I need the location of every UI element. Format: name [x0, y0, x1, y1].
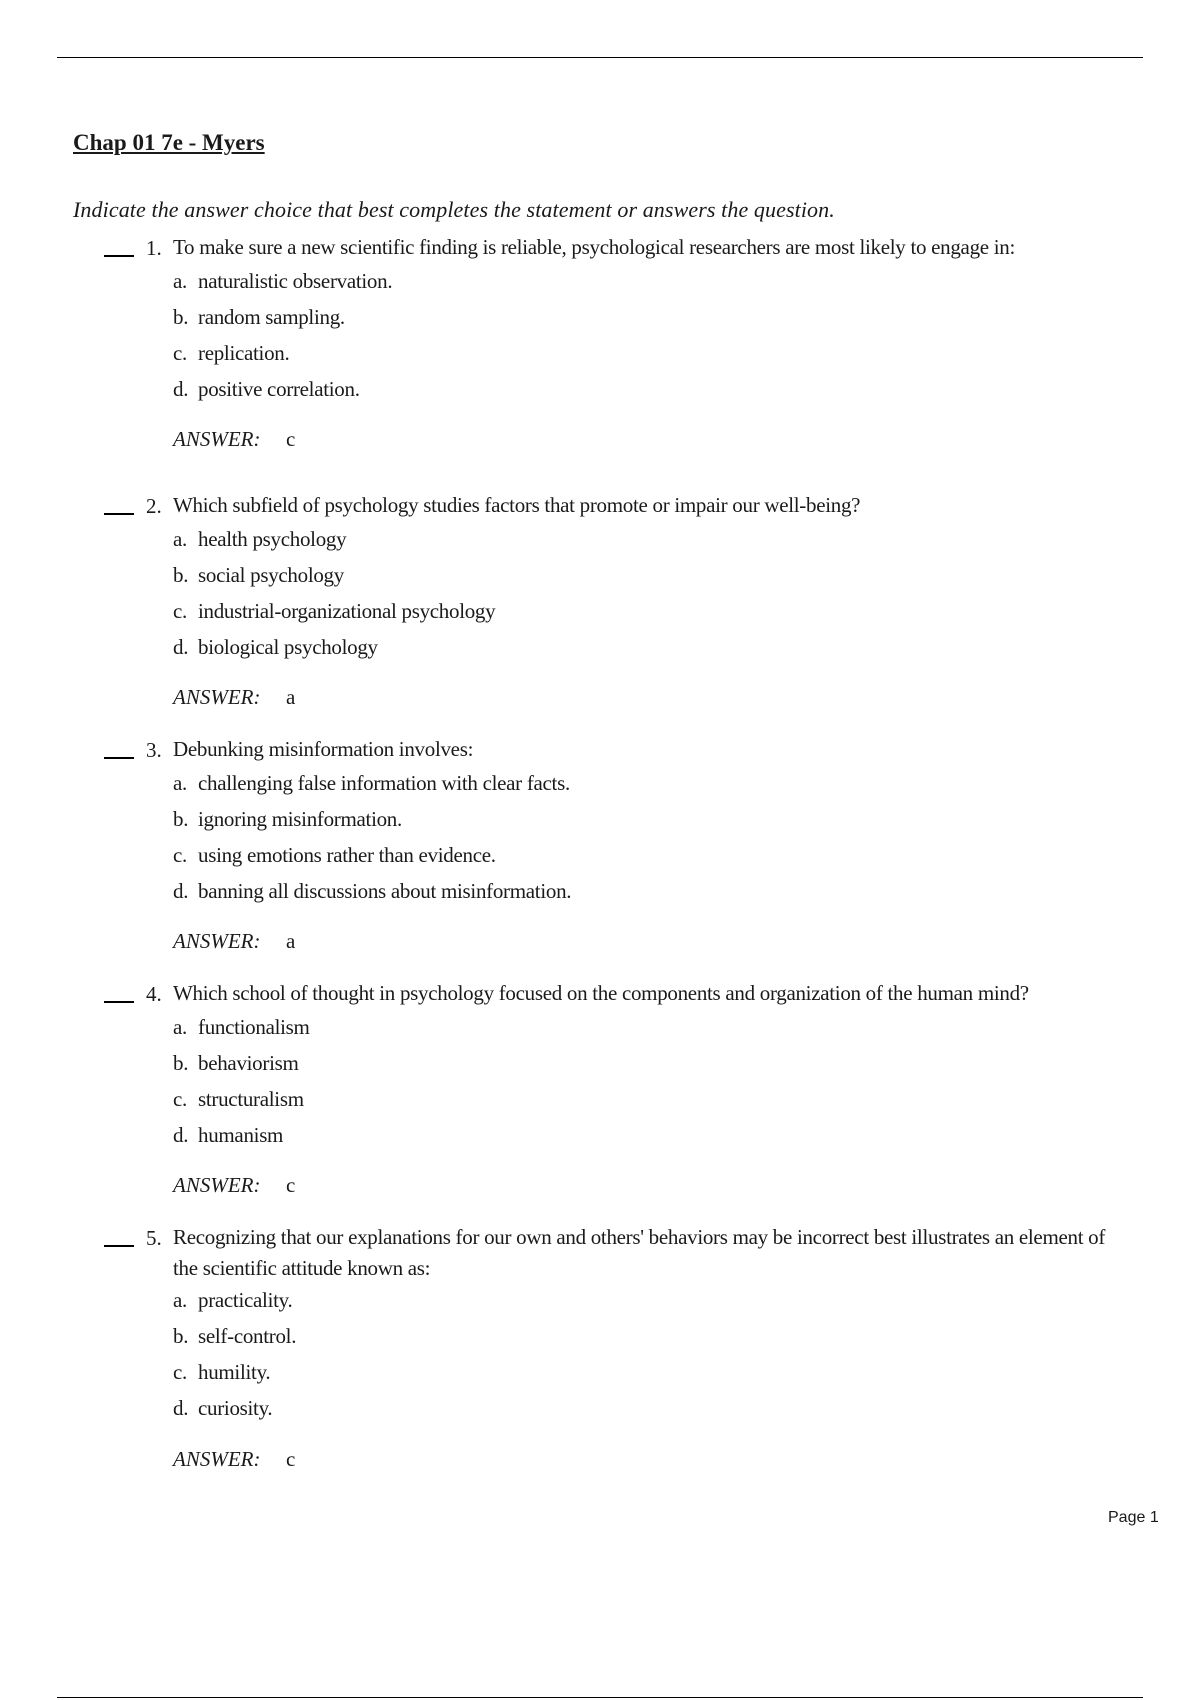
option-list [173, 768, 571, 912]
option-list [173, 1285, 296, 1429]
question-number: 2. [146, 494, 162, 518]
option-letter: c. [173, 1360, 187, 1384]
option-letter: b. [173, 305, 189, 329]
answer-blank [104, 513, 134, 515]
option-text: biological psychology [198, 635, 378, 659]
question-number: 4. [146, 982, 162, 1006]
option-letter: d. [173, 1396, 189, 1420]
answer-line [173, 424, 295, 454]
answer-value: a [286, 929, 296, 953]
option-a [173, 1012, 310, 1048]
option-a [173, 1285, 296, 1321]
option-text: humility. [198, 1360, 271, 1384]
option-text: challenging false information with clear facts. [198, 771, 570, 795]
option-text: using emotions rather than evidence. [198, 843, 496, 867]
option-text: behaviorism [198, 1051, 299, 1075]
answer-label: ANSWER: [173, 427, 261, 451]
answer-blank [104, 255, 134, 257]
option-text: self-control. [198, 1324, 297, 1348]
answer-blank [104, 1001, 134, 1003]
option-text: industrial-organizational psychology [198, 599, 496, 623]
answer-line [173, 926, 295, 956]
answer-line [173, 1170, 295, 1200]
question-text: To make sure a new scientific finding is reliable, psychological researchers are most likely to engage in: [173, 235, 1016, 259]
question-number: 1. [146, 236, 162, 260]
option-c [173, 596, 495, 632]
question-text: Debunking misinformation involves: [173, 737, 474, 761]
option-letter: a. [173, 771, 187, 795]
option-letter: d. [173, 635, 189, 659]
option-list [173, 266, 392, 410]
answer-value: c [286, 427, 296, 451]
option-a [173, 524, 495, 560]
option-letter: c. [173, 341, 187, 365]
answer-label: ANSWER: [173, 1173, 261, 1197]
top-rule [57, 57, 1143, 58]
option-d [173, 876, 571, 912]
option-letter: b. [173, 1051, 189, 1075]
document-title: Chap 01 7e - Myers [73, 130, 265, 155]
bottom-rule [57, 1697, 1143, 1698]
option-b [173, 1048, 310, 1084]
option-text: humanism [198, 1123, 284, 1147]
option-letter: a. [173, 269, 187, 293]
option-text: random sampling. [198, 305, 345, 329]
question-number: 5. [146, 1226, 162, 1250]
option-d [173, 632, 495, 668]
option-letter: d. [173, 377, 189, 401]
option-d [173, 374, 392, 410]
answer-label: ANSWER: [173, 685, 261, 709]
option-b [173, 1321, 296, 1357]
option-text: social psychology [198, 563, 344, 587]
option-a [173, 266, 392, 302]
option-list [173, 524, 495, 668]
option-text: curiosity. [198, 1396, 273, 1420]
option-c [173, 1084, 310, 1120]
option-letter: b. [173, 1324, 189, 1348]
option-b [173, 804, 571, 840]
option-text: structuralism [198, 1087, 304, 1111]
option-letter: a. [173, 1288, 187, 1312]
option-letter: d. [173, 879, 189, 903]
answer-value: c [286, 1173, 296, 1197]
page-number: Page 1 [1108, 1509, 1159, 1526]
option-text: health psychology [198, 527, 347, 551]
answer-label: ANSWER: [173, 1447, 261, 1471]
option-b [173, 560, 495, 596]
option-letter: b. [173, 807, 189, 831]
option-letter: c. [173, 1087, 187, 1111]
answer-value: c [286, 1447, 296, 1471]
question-number: 3. [146, 738, 162, 762]
option-letter: c. [173, 599, 187, 623]
option-d [173, 1120, 310, 1156]
option-letter: a. [173, 1015, 187, 1039]
option-text: functionalism [198, 1015, 310, 1039]
option-text: banning all discussions about misinformation. [198, 879, 572, 903]
question-text: Which subfield of psychology studies factors that promote or impair our well-being? [173, 493, 861, 517]
option-letter: c. [173, 843, 187, 867]
question-text: Recognizing that our explanations for our own and others' behaviors may be incorrect best illustrates an element of the scientific attitude known as: [173, 1225, 1106, 1280]
answer-line [173, 1444, 295, 1474]
option-text: replication. [198, 341, 290, 365]
option-c [173, 1357, 296, 1393]
answer-label: ANSWER: [173, 929, 261, 953]
question-text: Which school of thought in psychology focused on the components and organization of the human mind? [173, 981, 1029, 1005]
answer-value: a [286, 685, 296, 709]
option-text: ignoring misinformation. [198, 807, 402, 831]
instructions: Indicate the answer choice that best completes the statement or answers the question. [73, 197, 835, 222]
option-text: naturalistic observation. [198, 269, 393, 293]
option-a [173, 768, 571, 804]
option-letter: a. [173, 527, 187, 551]
option-c [173, 338, 392, 374]
answer-blank [104, 757, 134, 759]
option-letter: d. [173, 1123, 189, 1147]
option-letter: b. [173, 563, 189, 587]
answer-blank [104, 1245, 134, 1247]
answer-line [173, 682, 295, 712]
option-c [173, 840, 571, 876]
option-d [173, 1393, 296, 1429]
option-text: positive correlation. [198, 377, 360, 401]
option-list [173, 1012, 310, 1156]
option-b [173, 302, 392, 338]
option-text: practicality. [198, 1288, 293, 1312]
